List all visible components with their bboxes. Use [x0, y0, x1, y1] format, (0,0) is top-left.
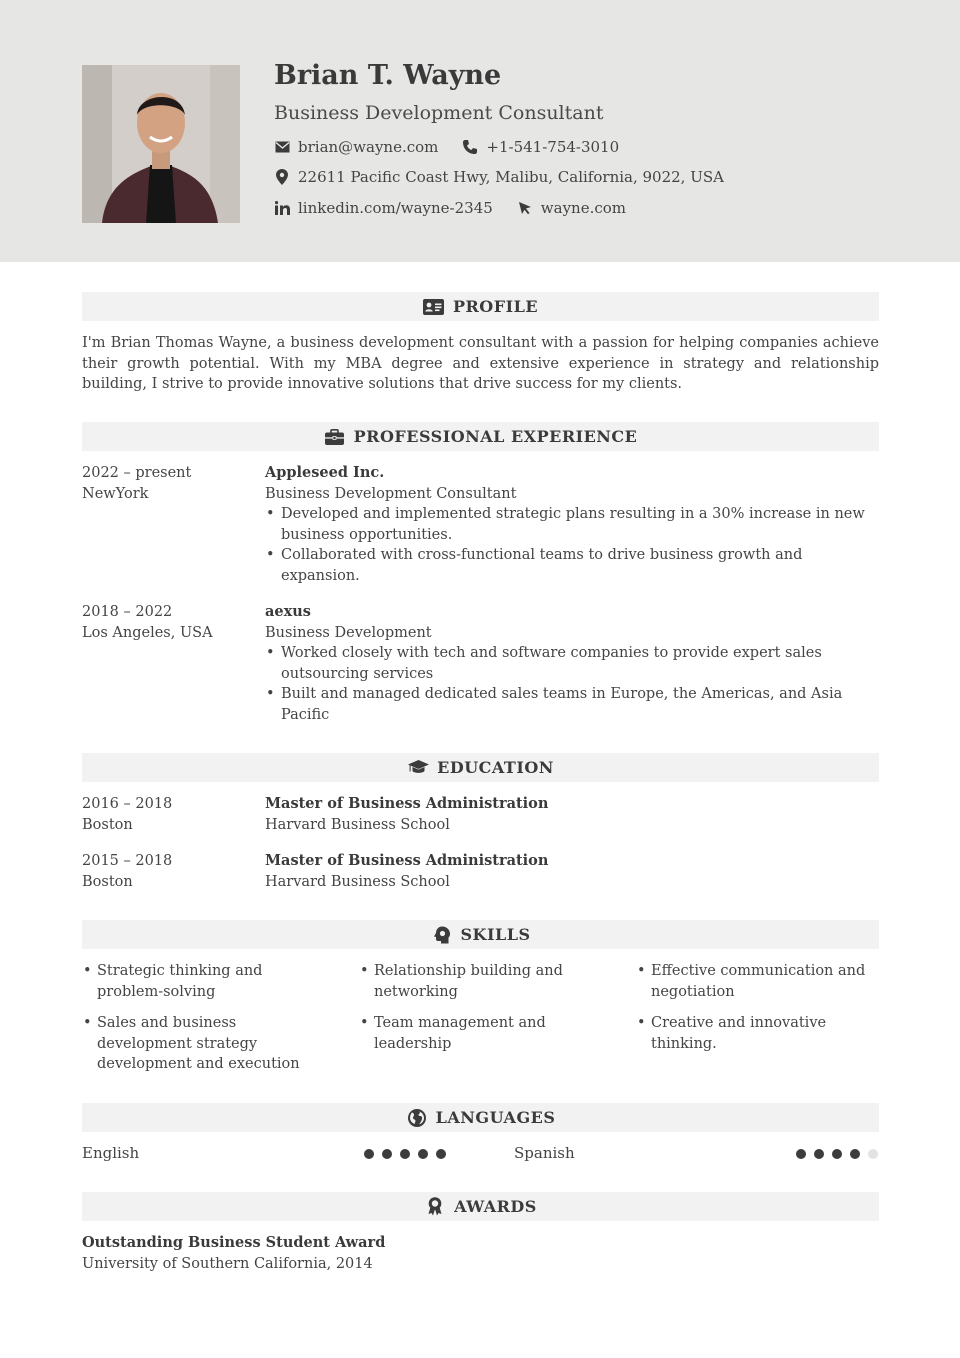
section-title-education: EDUCATION — [437, 758, 554, 777]
level-dot-filled — [382, 1149, 392, 1159]
experience-bullet: • Built and managed dedicated sales teams in Europe, the Americas, and Asia Pacific — [265, 684, 865, 725]
skill-item: • Strategic thinking and problem-solving — [82, 961, 322, 1002]
email-link[interactable]: brian@wayne.com — [298, 138, 439, 156]
candidate-name: Brian T. Wayne — [274, 60, 502, 91]
contact-row-3 — [274, 197, 626, 219]
skill-item: • Sales and business development strategy development and execution — [82, 1013, 322, 1075]
education-dates: 2016 – 2018 — [82, 796, 173, 812]
level-dot-filled — [400, 1149, 410, 1159]
skill-item: • Creative and innovative thinking. — [636, 1013, 876, 1054]
phone-link[interactable]: +1-541-754-3010 — [486, 138, 620, 156]
experience-role: Business Development Consultant — [265, 485, 517, 502]
section-header-awards — [82, 1192, 879, 1221]
skills-column-1 — [82, 961, 322, 1086]
section-header-languages — [82, 1103, 879, 1132]
section-title-skills: SKILLS — [460, 925, 531, 944]
experience-role: Business Development — [265, 624, 432, 641]
education-school: Harvard Business School — [265, 873, 450, 890]
linkedin-link[interactable]: linkedin.com/wayne-2345 — [298, 199, 493, 217]
section-title-profile: PROFILE — [452, 297, 539, 316]
education-degree: Master of Business Administration — [265, 852, 549, 869]
id-card-icon — [423, 298, 445, 316]
skill-item: • Effective communication and negotiation — [636, 961, 876, 1002]
education-degree: Master of Business Administration — [265, 795, 549, 812]
graduation-cap-icon — [407, 759, 429, 777]
section-header-education — [82, 753, 879, 782]
education-location: Boston — [82, 816, 133, 833]
award-ribbon-icon — [424, 1198, 446, 1216]
section-title-experience: PROFESSIONAL EXPERIENCE — [353, 427, 638, 446]
level-dot-empty — [868, 1149, 878, 1159]
cursor-icon — [517, 200, 533, 216]
level-dot-filled — [364, 1149, 374, 1159]
contact-row-1 — [274, 136, 619, 158]
map-pin-icon — [274, 169, 290, 185]
experience-dates: 2018 – 2022 — [82, 604, 173, 620]
contact-row-2 — [274, 166, 724, 188]
education-location: Boston — [82, 873, 133, 890]
experience-bullet: • Collaborated with cross-functional teams to drive business growth and expansion. — [265, 545, 865, 586]
profile-photo — [82, 65, 240, 223]
level-dot-filled — [850, 1149, 860, 1159]
section-header-experience — [82, 422, 879, 451]
section-header-profile — [82, 292, 879, 321]
profile-summary: I'm Brian Thomas Wayne, a business development consultant with a passion for helping companies achieve their growth potential. With my MBA degree and extensive experience in strategy and relationship building, I strive to provide innovative solutions that drive success for my clients. — [82, 335, 879, 392]
level-dot-filled — [418, 1149, 428, 1159]
section-title-awards: AWARDS — [454, 1197, 537, 1216]
language-level-spanish — [796, 1149, 878, 1159]
skill-item: • Relationship building and networking — [359, 961, 599, 1002]
skills-column-2 — [359, 961, 599, 1065]
skill-item: • Team management and leadership — [359, 1013, 599, 1054]
linkedin-icon — [274, 200, 290, 216]
level-dot-filled — [814, 1149, 824, 1159]
envelope-icon — [274, 139, 290, 155]
section-title-languages: LANGUAGES — [435, 1108, 556, 1127]
experience-dates: 2022 – present — [82, 465, 192, 481]
candidate-title: Business Development Consultant — [274, 102, 604, 124]
phone-icon — [462, 139, 478, 155]
education-school: Harvard Business School — [265, 816, 450, 833]
award-entry — [82, 1233, 385, 1274]
language-level-english — [364, 1149, 446, 1159]
language-name: Spanish — [514, 1144, 575, 1162]
skills-column-3 — [636, 961, 876, 1065]
level-dot-filled — [796, 1149, 806, 1159]
experience-location: NewYork — [82, 485, 149, 502]
experience-company: aexus — [265, 603, 311, 620]
briefcase-icon — [324, 428, 346, 446]
award-detail: University of Southern California, 2014 — [82, 1255, 373, 1272]
award-title: Outstanding Business Student Award — [82, 1234, 386, 1251]
experience-bullet: • Developed and implemented strategic plans resulting in a 30% increase in new business opportunities. — [265, 504, 865, 545]
head-brain-icon — [431, 926, 453, 944]
experience-company: Appleseed Inc. — [265, 464, 385, 481]
globe-icon — [406, 1109, 428, 1127]
education-dates: 2015 – 2018 — [82, 853, 173, 869]
language-name: English — [82, 1144, 140, 1162]
section-header-skills — [82, 920, 879, 949]
level-dot-filled — [832, 1149, 842, 1159]
level-dot-filled — [436, 1149, 446, 1159]
experience-bullet: • Worked closely with tech and software companies to provide expert sales outsourcing services — [265, 643, 865, 684]
website-link[interactable]: wayne.com — [540, 199, 627, 217]
address-text: 22611 Pacific Coast Hwy, Malibu, California, 9022, USA — [298, 168, 724, 186]
experience-location: Los Angeles, USA — [82, 624, 213, 641]
